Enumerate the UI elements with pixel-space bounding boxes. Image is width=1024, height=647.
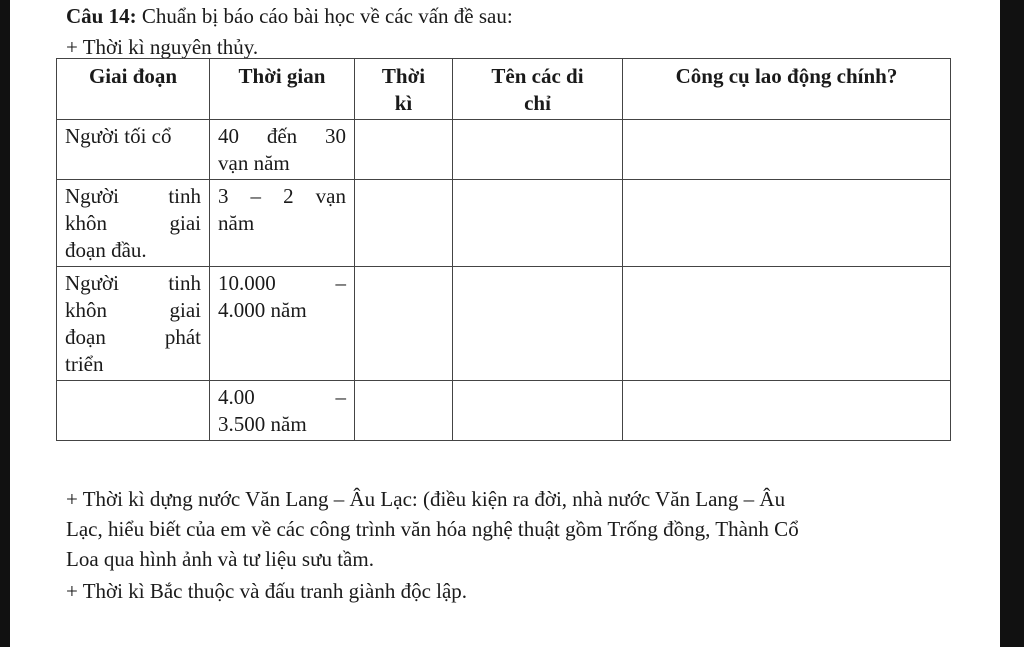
header-period-line: Thời: [381, 64, 426, 88]
header-stage: Giai đoạn: [57, 59, 210, 120]
stage-cell: [57, 120, 210, 180]
time-cell: [210, 267, 355, 381]
stage-line: Người tối cổ: [65, 124, 172, 148]
time-line: 3 – 2 vạn: [218, 184, 346, 208]
section-van-lang-line: + Thời kì dựng nước Văn Lang – Âu Lạc: (điều kiện ra đời, nhà nước Văn Lang – Âu: [66, 487, 786, 511]
question-heading: [66, 2, 513, 30]
period-cell: [355, 381, 453, 441]
period-cell: [355, 120, 453, 180]
tools-cell: [623, 267, 951, 381]
time-cell: [210, 180, 355, 267]
tools-cell: [623, 180, 951, 267]
time-cell: [210, 120, 355, 180]
header-tools: Công cụ lao động chính?: [623, 59, 951, 120]
right-dark-border: [1000, 0, 1024, 647]
stage-line: Người tinh: [65, 184, 201, 208]
header-sites-line: Tên các di: [491, 64, 584, 88]
header-sites: [453, 59, 623, 120]
report-table: [56, 58, 951, 441]
question-prompt: Chuẩn bị báo cáo bài học về các vấn đề sau:: [136, 4, 513, 28]
period-cell: [355, 180, 453, 267]
time-line: vạn năm: [218, 151, 290, 175]
question-number: Câu 14:: [66, 4, 137, 28]
time-line: 40 đến 30: [218, 124, 346, 148]
header-period-line: kì: [394, 91, 413, 115]
stage-line: Người tinh: [65, 271, 201, 295]
stage-line: đoạn đầu.: [65, 238, 147, 262]
header-time: Thời gian: [210, 59, 355, 120]
section-van-lang-line: Loa qua hình ảnh và tư liệu sưu tầm.: [66, 547, 374, 571]
time-line: năm: [218, 211, 255, 235]
stage-cell: [57, 381, 210, 441]
time-line: 4.000 năm: [218, 298, 307, 322]
sites-cell: [453, 267, 623, 381]
sites-cell: [453, 180, 623, 267]
stage-line: đoạn phát: [65, 325, 201, 349]
table-row: [57, 267, 951, 381]
table-row: [57, 180, 951, 267]
time-line: 4.00 –: [218, 385, 346, 409]
header-sites-line: chỉ: [524, 91, 551, 115]
table-row: [57, 381, 951, 441]
section-primitive-title: + Thời kì nguyên thủy.: [66, 35, 259, 59]
left-dark-border: [0, 0, 10, 647]
tools-cell: [623, 381, 951, 441]
time-line: 10.000 –: [218, 271, 346, 295]
section-bac-thuoc-title: + Thời kì Bắc thuộc và đấu tranh giành độc lập.: [66, 579, 468, 603]
sites-cell: [453, 381, 623, 441]
stage-line: triển: [65, 352, 104, 376]
time-line: 3.500 năm: [218, 412, 307, 436]
tools-cell: [623, 120, 951, 180]
time-cell: [210, 381, 355, 441]
sites-cell: [453, 120, 623, 180]
table-row: [57, 120, 951, 180]
stage-line: khôn giai: [65, 298, 201, 322]
period-cell: [355, 267, 453, 381]
header-period: [355, 59, 453, 120]
stage-cell: [57, 180, 210, 267]
stage-cell: [57, 267, 210, 381]
table-header-row: [57, 59, 951, 120]
stage-line: khôn giai: [65, 211, 201, 235]
section-van-lang-line: Lạc, hiểu biết của em về các công trình văn hóa nghệ thuật gồm Trống đồng, Thành Cổ: [66, 517, 799, 541]
